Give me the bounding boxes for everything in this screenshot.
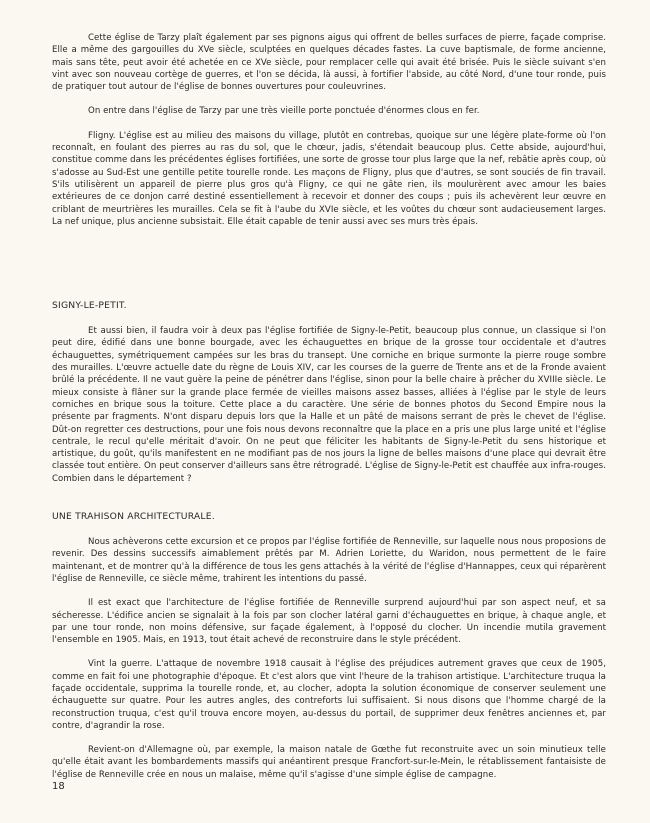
paragraph-tarzy-intro: Cette église de Tarzy plaît également par ses pignons aigus qui offrent de belles surfaces de pierre, façade comprise. Elle a même des gargouilles du XVe siècle, sculptées en quelques décades fastes. La cuve baptismale, de forme ancienne, mais sans tête, peut avoir été achetée en ce XVe siècle, pour remplacer celle qui avait été brisée. Puis le siècle suivant s'en vint avec son nouveau cortège de guerres, et l'on se décida, là aussi, à fortifier l'abside, au côté Nord, d'une tour ronde, puis de pratiquer tout autour de l'église de bonnes ouvertures pour couleuvrines. (52, 33, 606, 93)
section-title-signy: SIGNY-LE-PETIT. (52, 300, 127, 312)
spacer (52, 240, 606, 300)
paragraph-renneville-intro: Nous achèverons cette excursion et ce propos par l'église fortifiée de Renneville, sur laquelle nous nous proposions de revenir. Des dessins successifs aimablement prêtés par M. Adrien Loriette, du Waridon, nous permettent de le faire maintenant, et de montrer qu'à la différence de tous les gens attachés à la vérité de l'église d'Hannappes, ceux qui réparèrent l'église de Renneville, ce siècle même, trahirent les intentions du passé. (52, 537, 606, 584)
paragraph-fligny: Fligny. L'église est au milieu des maisons du village, plutôt en contrebas, quoique sur une légère plate-forme où l'on reconnaît, en foulant des pierres au ras du sol, que le chœur, jadis, s'étendait beaucoup plus. Cette abside, aujourd'hui, constitue comme dans les précédentes églises fortifiées, une sorte de grosse tour plus large que la nef, rebâtie après coup, où s'adosse au Sud-Est une gentille petite tourelle ronde. Les maçons de Fligny, plus que d'autres, se sont souciés de fin travail. S'ils utilisèrent un appareil de pierre plus gros qu'à Fligny, ce qui ne gâte rien, ils moulurèrent avec amour les baies extérieures de ce donjon carré destiné essentiellement à recevoir et donner des coups ; puis ils achevèrent leur œuvre en criblant de meurtrières les murailles. Cela se fit à l'aube du XVIe siècle, et les voûtes du chœur sont audacieusement larges. La nef unique, plus ancienne subsistait. Elle était capable de tenir aussi avec ses murs très épais. (52, 130, 606, 227)
paragraph-renneville-goethe: Revient-on d'Allemagne où, par exemple, la maison natale de Gœthe fut reconstruite avec un soin minutieux telle qu'elle était avant les bombardements massifs qui anéantirent presque Francfort-sur-le-Mein, le rétablissement fantaisiste de l'église de Renneville crée en nous un malaise, même qu'il s'agisse d'une simple église de campagne. (52, 745, 606, 780)
spacer (52, 497, 606, 511)
page-number: 18 (52, 781, 65, 792)
paragraph-signy: Et aussi bien, il faudra voir à deux pas l'église fortifiée de Signy-le-Petit, beaucoup plus connue, un classique si l'on peut dire, édifié dans une bonne bourgade, avec les échauguettes en brique de la grosse tour occidentale et d'autres échauguettes, symétriquement campées sur les bras du transept. Une corniche en brique surmonte la pierre rouge sombre des murailles. L'œuvre actuelle date du règne de Louis XIV, car les courses de la guerre de Trente ans et de la Fronde avaient brûlé la précédente. Il ne vaut guère la peine de pénétrer dans l'église, sinon pour la belle chaire à prêcher du XVIIIe siècle. Le mieux consiste à flâner sur la grande place fermée de vieilles maisons assez basses, alliées à l'église par le style de leurs corniches en brique sous la toiture. Cette place a du caractère. Une série de bonnes photos du Second Empire nous la présente par fragments. N'ont disparu depuis lors que la Halle et un pâté de maisons serrant de près le chevet de l'église. Dût-on regretter ces destructions, pour une fois nous devons reconnaître que la place en a pris une plus large unité et l'église centrale, le recul qu'elle méritait d'avoir. On ne peut que féliciter les habitants de Signy-le-Petit du sens historique et artistique, du goût, qu'ils manifestent en ne modifiant pas de nos jours la ligne de belles maisons d'une place qui devrait être classée tout entière. On peut conserver d'ailleurs sans être rétrogradé. L'église de Signy-le-Petit est chauffée aux infra-rouges. Combien dans le département ? (52, 326, 606, 484)
section-title-trahison: UNE TRAHISON ARCHITECTURALE. (52, 511, 215, 523)
paragraph-tarzy-door: On entre dans l'église de Tarzy par une très vieille porte ponctuée d'énormes clous en fer. (88, 106, 480, 117)
paragraph-renneville-war: Vint la guerre. L'attaque de novembre 1918 causait à l'église des préjudices autrement graves que ceux de 1905, comme en fait foi une photographie d'époque. Et c'est alors que vint l'heure de la trahison artistique. L'architecture truqua la façade occidentale, supprima la tourelle ronde, et, au clocher, adopta la solution économique de conserver seulement une échauguette sur quatre. Pour les autres angles, des contreforts lui suffisaient. Si nous disons que l'homme chargé de la reconstruction truqua, c'est qu'il trouva encore moyen, au-dessus du portail, de supprimer deux fenêtres anciennes et, par contre, d'agrandir la rose. (52, 659, 606, 731)
paragraph-renneville-history: Il est exact que l'architecture de l'église fortifiée de Renneville surprend aujourd'hui par son aspect neuf, et sa sécheresse. L'édifice ancien se signalait à la fois par son clocher latéral garni d'échauguettes en brique, à chaque angle, et par une tour ronde, non moins défensive, sur façade également, à l'opposé du clocher. Un incendie mutila gravement l'ensemble en 1905. Mais, en 1913, tout était achevé de reconstruire dans le style précédent. (52, 598, 606, 646)
